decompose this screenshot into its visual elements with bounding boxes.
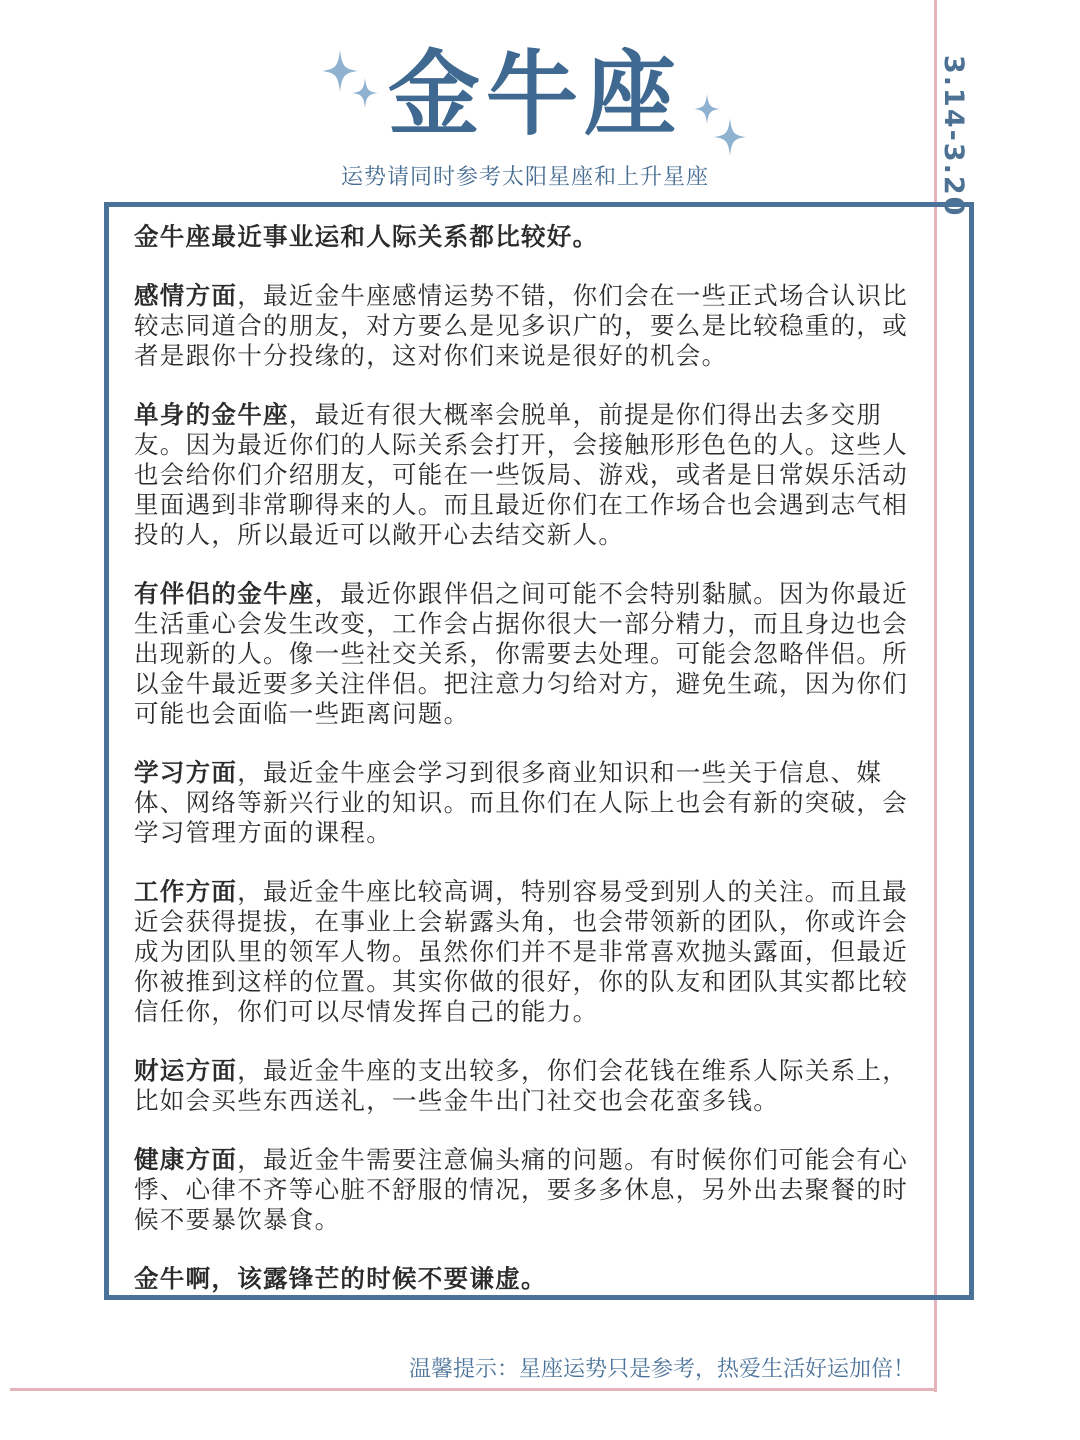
section-partnered: [134, 579, 919, 729]
date-range: 3.14-3.20: [938, 55, 969, 218]
section-health: [134, 1145, 919, 1235]
section-text: ，最近金牛座会学习到很多商业知识和一些关于信息、媒体、网络等新兴行业的知识。而且你们在人际上也会有新的突破，会学习管理方面的课程。: [134, 758, 908, 847]
section-text: ，最近金牛座的支出较多，你们会花钱在维系人际关系上，比如会买些东西送礼，一些金牛出门社交也会花蛮多钱。: [134, 1056, 908, 1115]
section-text: ，最近金牛座比较高调，特别容易受到别人的关注。而且最近会获得提拔，在事业上会崭露头角，也会带领新的团队，你或许会成为团队里的领军人物。虽然你们并不是非常喜欢抛头露面，但最近你被推到这样的位置。其实你做的很好，你的队友和团队其实都比较信任你，你们可以尽情发挥自己的能力。: [134, 877, 908, 1026]
closing-sentence: 金牛啊，该露锋芒的时候不要谦虚。: [134, 1264, 547, 1293]
pink-horizontal-line: [10, 1388, 937, 1391]
page-title: 金牛座: [387, 41, 682, 148]
section-text: ，最近你跟伴侣之间可能不会特别黏腻。因为你最近生活重心会发生改变，工作会占据你很大一部分精力，而且身边也会出现新的人。像一些社交关系，你需要去处理。可能会忽略伴侣。所以金牛最近要多关注伴侣。把注意力匀给对方，避免生疏，因为你们可能也会面临一些距离问题。: [134, 579, 909, 728]
section-single: [134, 400, 919, 550]
subtitle: 运势请同时参考太阳星座和上升星座: [340, 165, 709, 190]
section-love: [134, 281, 919, 371]
section-heading: 感情方面: [134, 281, 238, 310]
section-heading: 健康方面: [134, 1145, 238, 1174]
footer-tip: 温馨提示：星座运势只是参考，热爱生活好运加倍！: [408, 1357, 915, 1382]
section-study: [134, 758, 919, 848]
section-heading: 财运方面: [134, 1056, 238, 1085]
section-heading: 工作方面: [134, 877, 238, 906]
section-text: ，最近有很大概率会脱单，前提是你们得出去多交朋友。因为最近你们的人际关系会打开，会接触形形色色的人。这些人也会给你们介绍朋友，可能在一些饭局、游戏，或者是日常娱乐活动里面遇到非常聊得来的人。而且最近你们在工作场合也会遇到志气相投的人，所以最近可以敞开心去结交新人。: [134, 400, 908, 549]
lead-sentence: 金牛座最近事业运和人际关系都比较好。: [134, 222, 599, 251]
section-heading: 有伴侣的金牛座: [134, 579, 315, 608]
section-heading: 学习方面: [134, 758, 238, 787]
section-work: [134, 877, 919, 1027]
section-wealth: [134, 1056, 919, 1116]
section-heading: 单身的金牛座: [134, 400, 289, 429]
section-text: ，最近金牛座感情运势不错，你们会在一些正式场合认识比较志同道合的朋友，对方要么是见多识广的，要么是比较稳重的，或者是跟你十分投缘的，这对你们来说是很好的机会。: [134, 281, 908, 370]
article-body: [134, 222, 919, 1323]
section-text: ，最近金牛需要注意偏头痛的问题。有时候你们可能会有心悸、心律不齐等心脏不舒服的情况，要多多休息，另外出去聚餐的时候不要暴饮暴食。: [134, 1145, 908, 1234]
